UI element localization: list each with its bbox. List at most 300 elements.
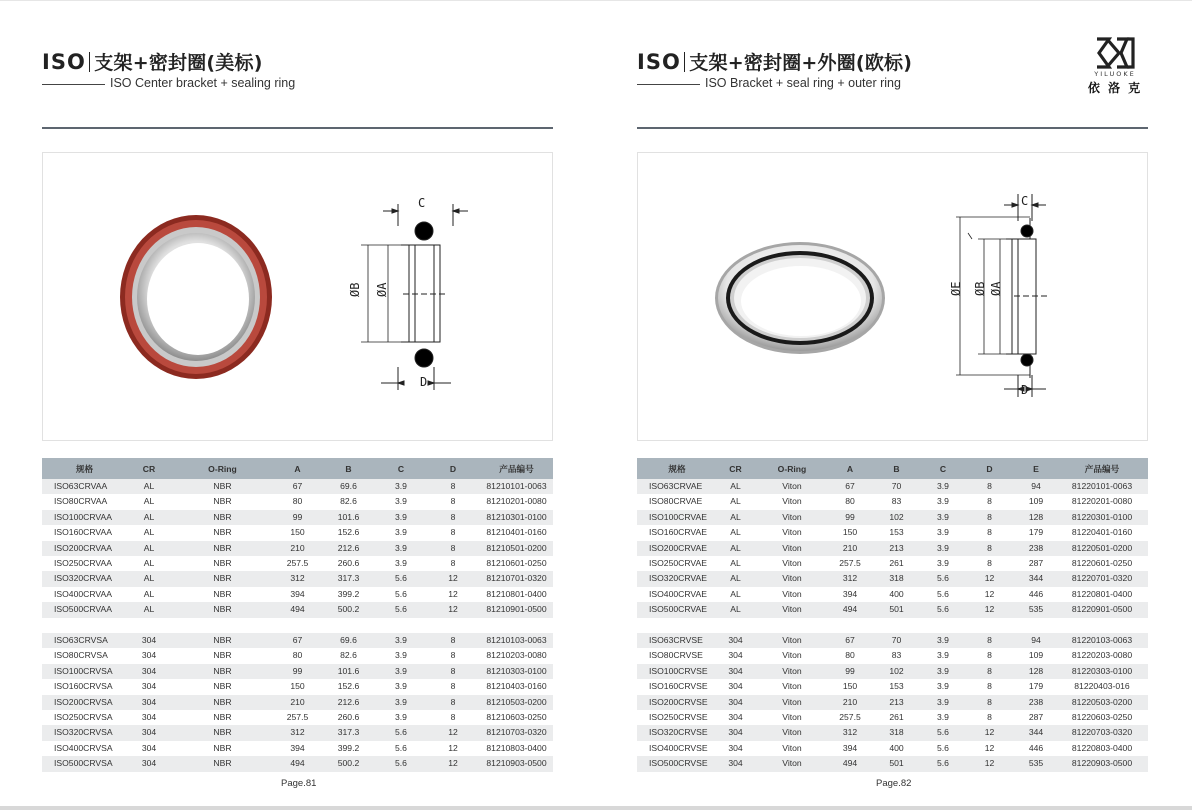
table-cell: 344 [1016,725,1056,740]
table-cell: 3.9 [923,541,963,556]
table-cell: 81210401-0160 [486,527,547,538]
table-cell: 99 [274,664,321,679]
table-cell: 109 [1028,650,1044,661]
table-cell: 12 [448,588,458,599]
column-header: 产品编号 [1056,458,1148,479]
table-cell: 287 [1028,558,1044,569]
table-cell: 501 [870,602,923,617]
table-cell: 5.6 [923,602,963,617]
table-cell: 394 [290,742,305,753]
table-row [637,541,1148,556]
table-cell: AL [127,510,171,525]
dim-label-c: C [1021,194,1029,208]
table-cell: 12 [984,588,995,599]
table-cell: 153 [889,527,904,538]
table-cell: 3.9 [923,664,963,679]
table-cell: 101.6 [321,510,376,525]
table-row [637,725,1148,740]
table-cell: 3.9 [923,695,963,710]
table-cell: 535 [1016,756,1056,771]
table-row [637,664,1148,679]
table-cell: 81210901-0500 [480,602,553,617]
model-cell: ISO500CRVAE [637,602,717,617]
table-row [42,525,553,540]
table-cell: 304 [127,695,171,710]
table-cell: 3.9 [376,664,426,679]
table-cell: 3.9 [923,479,963,494]
table-cell: 5.6 [376,571,426,586]
ring-photo [120,215,272,379]
table-cell: 99 [830,664,870,679]
table-cell: 3.9 [395,681,407,692]
table-cell: 210 [274,541,321,556]
table-cell: 12 [448,742,458,753]
table-cell: AL [143,558,155,569]
table-cell: 81210301-0100 [480,510,553,525]
model-cell: ISO80CRVSA [54,650,108,661]
table-row [42,756,553,771]
table-cell: 399.2 [337,588,360,599]
model-cell: ISO160CRVAE [649,527,707,538]
page-title [637,48,912,75]
table-cell: 500.2 [321,756,376,771]
column-header: CR [127,458,171,479]
title-iso: ISO [42,50,86,74]
table-row [42,494,553,509]
table-row [637,556,1148,571]
table-row [42,648,553,663]
table-cell: 67 [274,633,321,648]
table-cell: 8 [426,633,480,648]
table-cell: NBR [213,681,232,692]
title-separator [89,52,91,72]
page-right [637,0,1148,800]
table-cell: 70 [870,479,923,494]
table-cell: 304 [728,742,743,753]
table-cell: NBR [213,650,232,661]
table-cell: 317.3 [321,725,376,740]
model-cell: ISO100CRVSE [637,664,717,679]
table-row [42,541,553,556]
table-cell: 94 [1016,633,1056,648]
table-cell: 67 [830,633,870,648]
table-cell: 81220101-0063 [1056,479,1148,494]
table-cell: 304 [728,650,743,661]
table-cell: 80 [845,496,855,507]
product-illustration [638,153,1147,440]
table-cell: 69.6 [321,633,376,648]
table-cell: NBR [171,602,274,617]
table-cell: 80 [292,650,303,661]
spacer-cell [42,618,553,633]
table-cell: 81220201-0080 [1071,496,1133,507]
title-iso: ISO [637,50,681,74]
table-cell: 179 [1028,527,1044,538]
table-cell: 3.9 [937,527,949,538]
table-cell: 67 [274,479,321,494]
column-header: B [321,458,376,479]
table-cell: 150 [842,681,858,692]
table-cell: 3.9 [937,712,949,723]
table-row [637,494,1148,509]
table-row [637,587,1148,602]
table-cell: 494 [274,602,321,617]
table-cell: 8 [426,510,480,525]
table-cell: 3.9 [395,496,407,507]
table-cell: 99 [830,510,870,525]
dim-label-e: ØE [949,281,963,296]
column-header: O-Ring [171,458,274,479]
table-cell: 81210803-0400 [486,742,547,753]
table-cell: 8 [987,681,992,692]
table-cell: 150 [842,527,858,538]
table-cell: 12 [984,742,995,753]
model-cell: ISO200CRVSE [637,695,717,710]
model-cell: ISO400CRVAA [54,588,112,599]
table-cell: 304 [728,712,743,723]
table-cell: 261 [889,712,904,723]
table-cell: 304 [717,633,754,648]
table-cell: 344 [1016,571,1056,586]
table-cell: 304 [127,725,171,740]
table-cell: 304 [728,681,743,692]
table-cell: 446 [1028,588,1044,599]
table-cell: 128 [1016,664,1056,679]
table-cell: 81210501-0200 [480,541,553,556]
table-cell: 3.9 [923,510,963,525]
table-cell: 3.9 [937,650,949,661]
table-row [637,525,1148,540]
spec-table-us [42,458,553,772]
table-cell: 261 [889,558,904,569]
table-cell: 8 [963,510,1016,525]
model-cell: ISO160CRVSA [54,681,113,692]
table-cell: 101.6 [321,664,376,679]
table-cell: 260.6 [337,712,360,723]
table-cell: 312 [830,725,870,740]
table-cell: 83 [891,650,902,661]
group-spacer [637,618,1148,633]
table-cell: 8 [963,664,1016,679]
page-number: Page.82 [876,778,912,789]
column-header: 规格 [637,458,717,479]
table-cell: NBR [171,695,274,710]
table-cell: 3.9 [376,479,426,494]
table-cell: 317.3 [321,571,376,586]
table-cell: 312 [830,571,870,586]
column-header: A [274,458,321,479]
subtitle: ISO Bracket + seal ring + outer ring [705,76,901,90]
table-cell: 81220403-016 [1074,681,1130,692]
title-cn: 支架+密封圈+外圈(欧标) [689,52,913,74]
table-cell: 257.5 [286,712,309,723]
table-cell: 128 [1016,510,1056,525]
logo-text-en: YILUOKE [1094,70,1136,78]
table-cell: 260.6 [337,558,360,569]
table-cell: 5.6 [376,756,426,771]
column-header: C [923,458,963,479]
table-cell: 501 [870,756,923,771]
table-cell: 8 [987,558,992,569]
table-cell: 312 [274,571,321,586]
table-cell: 494 [274,756,321,771]
table-cell: 81210203-0080 [486,650,547,661]
table-cell: 81210703-0320 [480,725,553,740]
table-cell: 304 [127,633,171,648]
table-row [637,648,1148,663]
table-cell: 12 [963,571,1016,586]
table-cell: 81210801-0400 [486,588,547,599]
product-image-panel [42,152,553,441]
table-cell: 150 [290,527,305,538]
table-cell: 3.9 [395,712,407,723]
table-cell: NBR [213,527,232,538]
table-cell: 3.9 [376,633,426,648]
table-cell: 238 [1016,695,1056,710]
model-cell: ISO63CRVSE [637,633,717,648]
table-cell: 8 [450,527,456,538]
table-cell: 535 [1016,602,1056,617]
table-cell: 81220503-0200 [1056,695,1148,710]
table-cell: 8 [450,496,456,507]
model-cell: ISO63CRVAE [637,479,717,494]
model-cell: ISO250CRVSE [649,712,708,723]
table-cell: 102 [870,510,923,525]
table-cell: AL [717,571,754,586]
table-cell: 12 [963,756,1016,771]
column-header: D [963,458,1016,479]
table-cell: 179 [1028,681,1044,692]
section-divider [42,127,553,129]
table-cell: 500.2 [321,602,376,617]
table-cell: AL [717,479,754,494]
table-cell: AL [730,588,741,599]
model-cell: ISO400CRVAE [649,588,707,599]
dim-label-b: ØB [348,282,362,297]
table-cell: 8 [987,650,992,661]
table-cell: 5.6 [395,742,407,753]
table-cell: 5.6 [923,571,963,586]
bottom-border [0,806,1192,810]
dim-label-d: D [1021,383,1029,397]
table-cell: 81220903-0500 [1056,756,1148,771]
column-header: CR [717,458,754,479]
table-cell: 152.6 [337,527,360,538]
table-row [42,664,553,679]
model-cell: ISO250CRVSA [54,712,113,723]
table-cell: 12 [426,756,480,771]
column-header: E [1016,458,1056,479]
table-cell: 152.6 [337,681,360,692]
table-cell: 5.6 [923,756,963,771]
table-cell: 318 [870,571,923,586]
table-cell: 3.9 [923,633,963,648]
table-cell: 318 [870,725,923,740]
table-cell: 81220401-0160 [1071,527,1133,538]
table-cell: 81210503-0200 [480,695,553,710]
table-cell: 5.6 [395,588,407,599]
table-cell: Viton [754,510,830,525]
table-cell: 81220103-0063 [1056,633,1148,648]
table-cell: Viton [754,633,830,648]
table-cell: 81220803-0400 [1071,742,1133,753]
table-cell: NBR [171,571,274,586]
table-cell: 8 [450,558,456,569]
page-number: Page.81 [281,778,317,789]
table-cell: 3.9 [937,496,949,507]
table-cell: 304 [717,756,754,771]
table-cell: 81220303-0100 [1056,664,1148,679]
table-row [42,479,553,494]
table-cell: 5.6 [937,742,949,753]
table-row [42,587,553,602]
table-cell: 83 [891,496,902,507]
table-cell: Viton [782,527,802,538]
table-cell: AL [730,496,741,507]
table-cell: NBR [171,510,274,525]
product-image-panel [637,152,1148,441]
table-row [637,695,1148,710]
table-cell: Viton [754,571,830,586]
table-cell: Viton [754,541,830,556]
table-row [42,510,553,525]
table-cell: 257.5 [286,558,309,569]
table-cell: 12 [963,725,1016,740]
table-cell: 304 [141,742,157,753]
table-cell: AL [127,541,171,556]
title-cn: 支架+密封圈(美标) [94,52,263,74]
table-cell: 394 [842,588,858,599]
table-cell: 81220801-0400 [1071,588,1133,599]
table-cell: 80 [292,496,303,507]
table-cell: 150 [290,681,305,692]
table-cell: Viton [782,712,802,723]
table-cell: NBR [171,756,274,771]
table-cell: 8 [987,527,992,538]
table-cell: 81220501-0200 [1056,541,1148,556]
section-divider [637,127,1148,129]
table-row [42,741,553,756]
table-row [637,479,1148,494]
model-cell: ISO200CRVAA [42,541,127,556]
table-row [42,725,553,740]
table-cell: 81210903-0500 [480,756,553,771]
table-row [637,756,1148,771]
table-header-row [42,458,553,479]
table-cell: AL [143,496,155,507]
model-cell: ISO200CRVSA [42,695,127,710]
table-cell: NBR [213,742,232,753]
table-cell: 8 [450,712,456,723]
table-cell: NBR [171,725,274,740]
table-cell: 12 [426,725,480,740]
table-row [42,633,553,648]
column-header: B [870,458,923,479]
table-cell: 394 [842,742,858,753]
table-cell: 69.6 [321,479,376,494]
table-cell: Viton [782,496,802,507]
model-cell: ISO200CRVAE [637,541,717,556]
table-cell: 3.9 [395,527,407,538]
table-cell: NBR [213,496,232,507]
model-cell: ISO160CRVSE [649,681,708,692]
table-cell: Viton [782,588,802,599]
model-cell: ISO320CRVAE [637,571,717,586]
table-cell: 81210603-0250 [486,712,547,723]
table-cell: 12 [963,602,1016,617]
table-cell: 394 [290,588,305,599]
table-cell: 81210303-0100 [480,664,553,679]
table-cell: 304 [141,681,157,692]
table-cell: 400 [889,742,904,753]
model-cell: ISO400CRVSE [649,742,708,753]
table-cell: 494 [830,756,870,771]
model-cell: ISO100CRVAE [637,510,717,525]
table-cell: 8 [426,695,480,710]
table-cell: 81220701-0320 [1056,571,1148,586]
spec-table-eu [637,458,1148,772]
table-cell: Viton [754,479,830,494]
table-cell: Viton [782,742,802,753]
dim-label-b: ØB [973,281,987,296]
table-cell: 212.6 [321,541,376,556]
dim-label-c: C [418,196,426,210]
table-cell: 257.5 [839,712,861,723]
table-cell: 5.6 [376,602,426,617]
model-cell: ISO63CRVSA [42,633,127,648]
table-cell: 81220603-0250 [1071,712,1133,723]
model-cell: ISO320CRVSE [637,725,717,740]
table-cell: AL [143,588,155,599]
table-row [42,602,553,617]
table-cell: 3.9 [937,558,949,569]
model-cell: ISO400CRVSA [54,742,113,753]
table-cell: 94 [1016,479,1056,494]
model-cell: ISO80CRVSE [649,650,703,661]
model-cell: ISO500CRVSA [42,756,127,771]
product-illustration [43,153,552,440]
model-cell: ISO100CRVAA [42,510,127,525]
table-cell: 81220901-0500 [1056,602,1148,617]
table-header-row [637,458,1148,479]
table-cell: 304 [127,756,171,771]
table-cell: NBR [171,633,274,648]
model-cell: ISO63CRVAA [42,479,127,494]
table-cell: 70 [870,633,923,648]
table-cell: 81210201-0080 [486,496,547,507]
table-cell: AL [143,527,155,538]
table-cell: 312 [274,725,321,740]
table-cell: 3.9 [937,681,949,692]
dim-label-d: D [420,375,428,389]
table-cell: 8 [963,541,1016,556]
model-cell: ISO500CRVSE [637,756,717,771]
model-cell: ISO250CRVAA [54,558,112,569]
table-row [42,710,553,725]
table-cell: NBR [213,558,232,569]
table-row [637,602,1148,617]
table-cell: 213 [870,695,923,710]
table-cell: 81210101-0063 [480,479,553,494]
table-cell: 304 [141,650,157,661]
table-cell: 8 [963,479,1016,494]
table-cell: 287 [1028,712,1044,723]
model-cell: ISO250CRVAE [649,558,707,569]
table-cell: 212.6 [321,695,376,710]
table-cell: Viton [754,602,830,617]
table-cell: 82.6 [340,650,357,661]
table-cell: 81210701-0320 [480,571,553,586]
